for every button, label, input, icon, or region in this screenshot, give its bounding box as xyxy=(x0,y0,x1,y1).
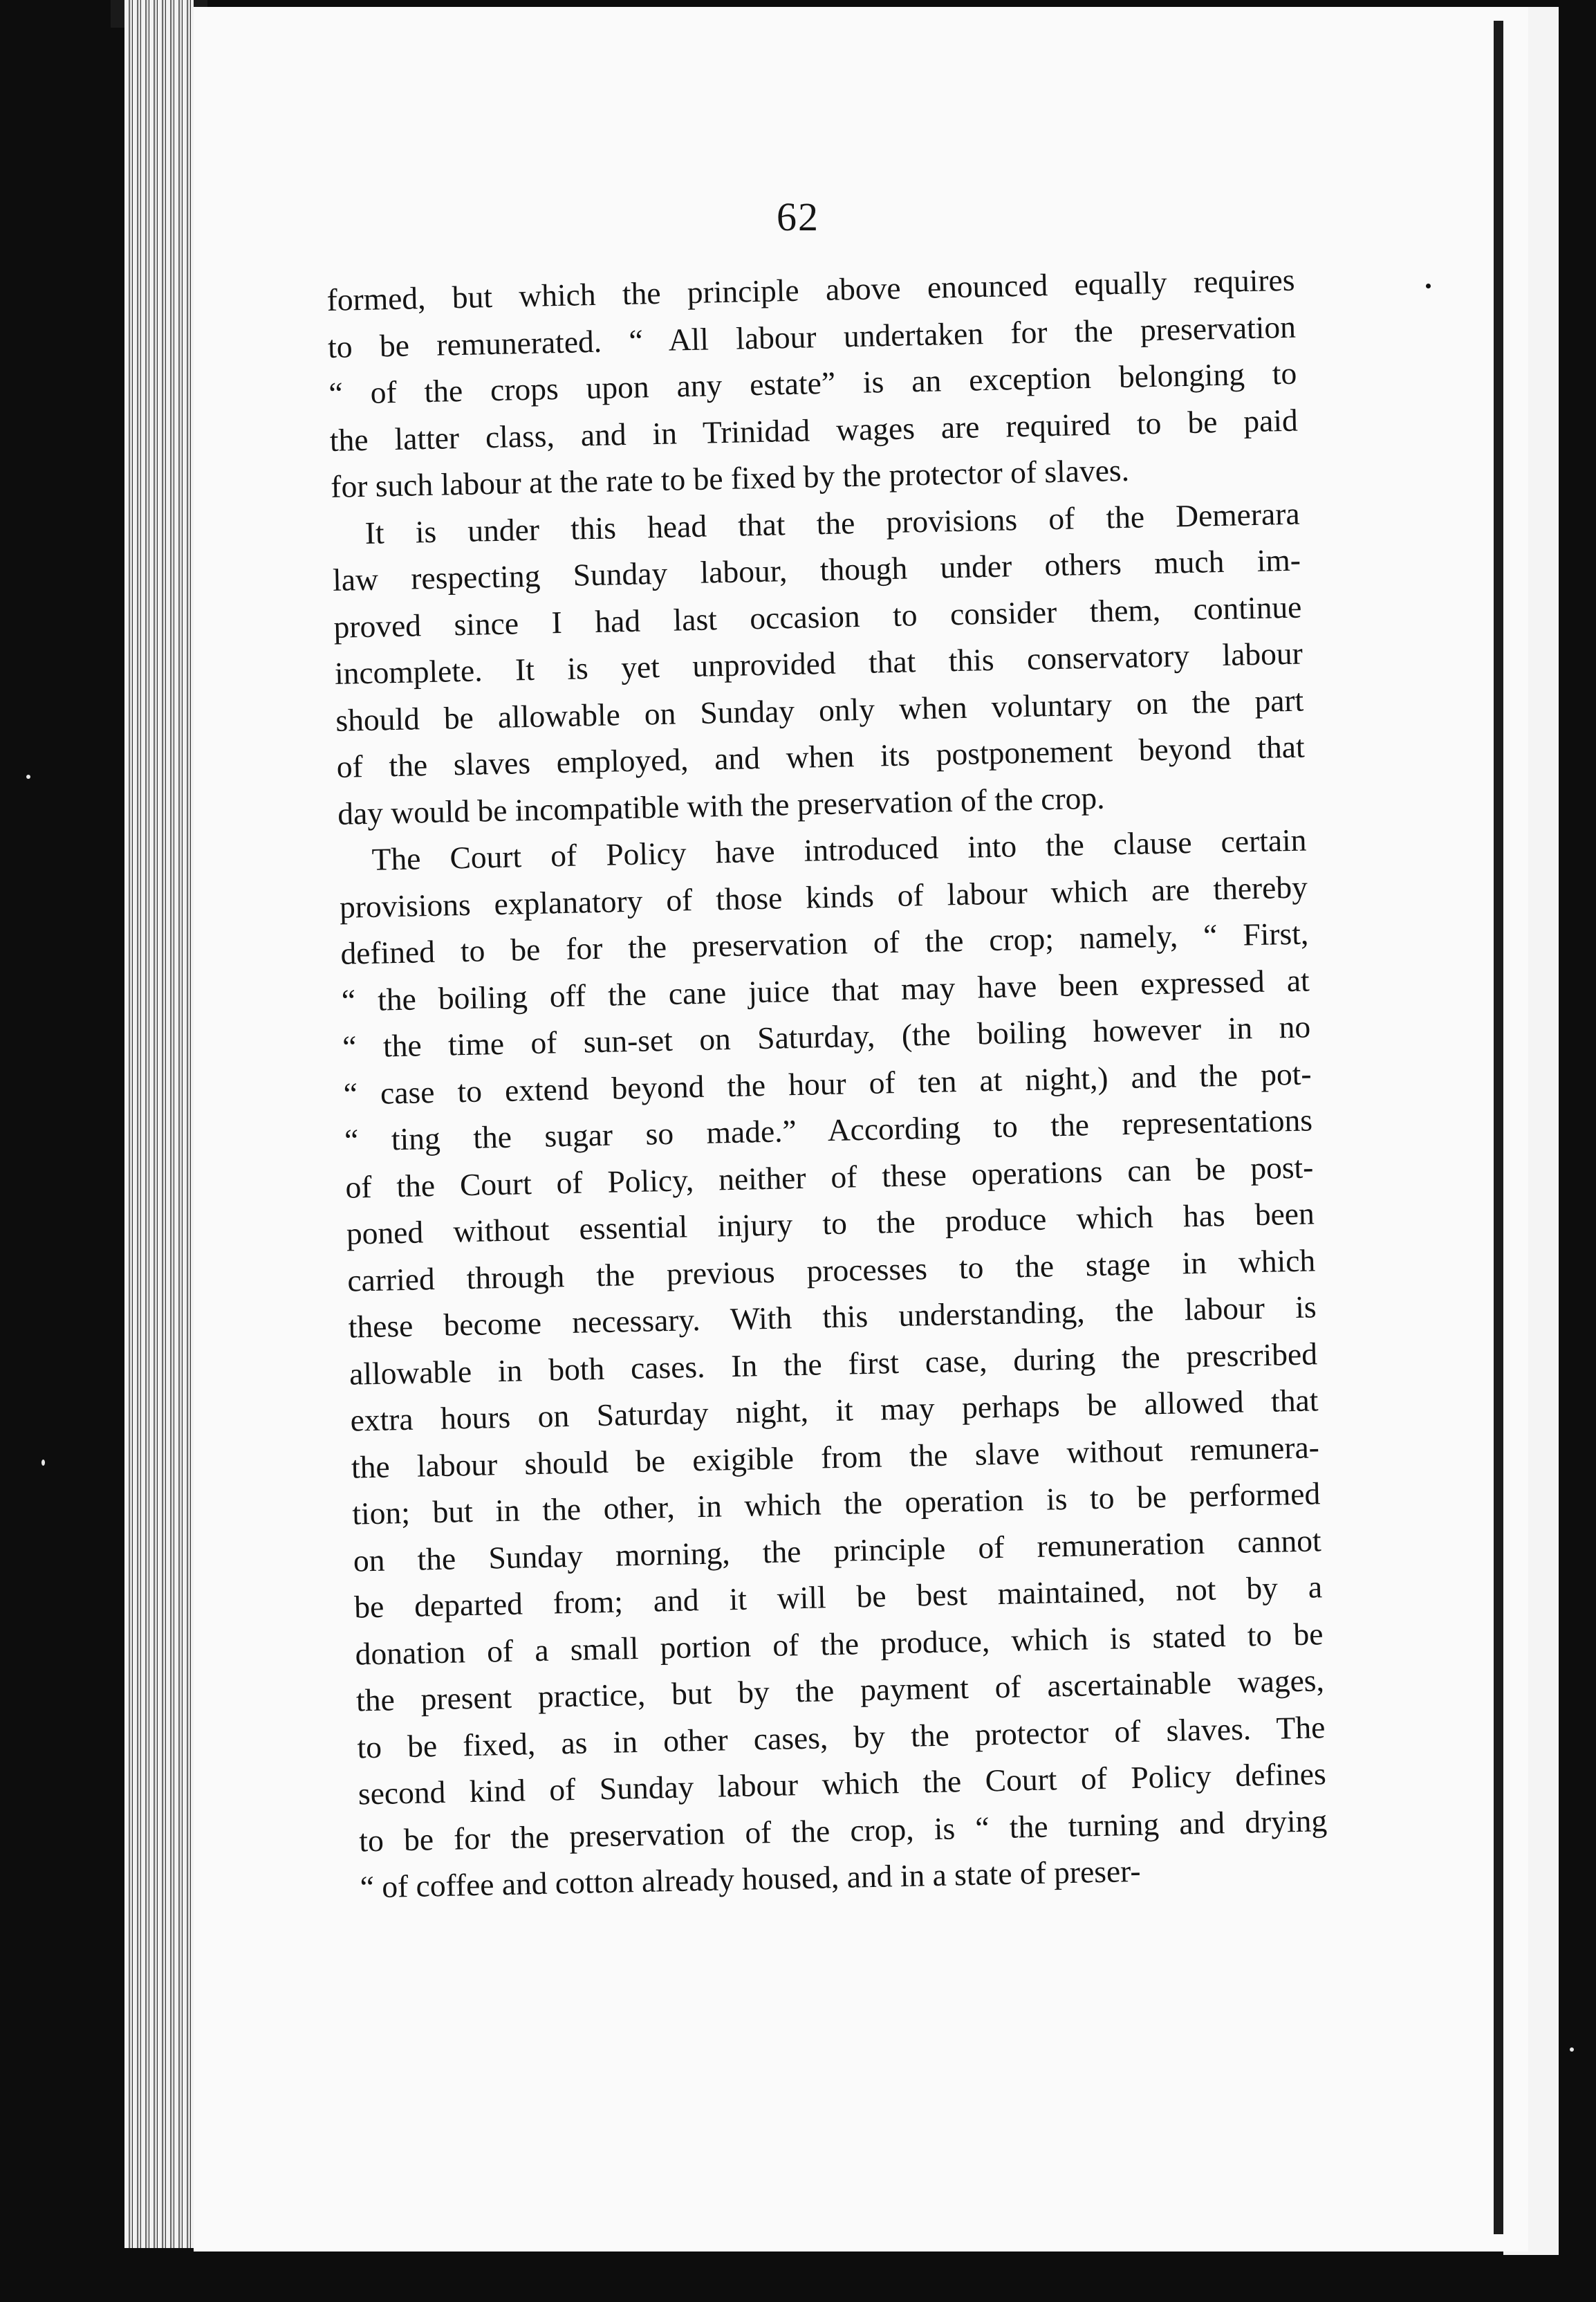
page-edges xyxy=(124,0,194,2248)
scan-speck xyxy=(1426,284,1431,288)
text-line: “ of coffee and cotton already housed, and in a state of preser- xyxy=(360,1852,1142,1905)
text-line: “ ting the sugar so made.” According to the representations xyxy=(344,1102,1313,1158)
text-line: “ the boiling off the cane juice that may have been expressed at xyxy=(341,961,1310,1018)
text-line: to be remunerated. “ All labour undertaken for the preservation xyxy=(327,309,1297,365)
page-number: 62 xyxy=(777,194,819,239)
text-line: should be allowable on Sunday only when voluntary on the part xyxy=(335,682,1304,738)
text-line: allowable in both cases. In the first case, during the prescribed xyxy=(349,1335,1318,1392)
text-line: second kind of Sunday labour which the Court of Policy defines xyxy=(358,1756,1327,1812)
text-line: for such labour at the rate to be fixed by the protector of slaves. xyxy=(330,452,1130,504)
text-line: “ the time of sun-set on Saturday, (the boiling however in no xyxy=(342,1009,1311,1065)
text-line: poned without essential injury to the produce which has been xyxy=(346,1195,1315,1251)
text-line: provisions explanatory of those kinds of labour which are thereby xyxy=(339,868,1308,925)
text-line: formed, but which the principle above enounced equally requires xyxy=(326,261,1295,317)
text-line: proved since I had last occasion to consider them, continue xyxy=(333,589,1302,645)
text-line: law respecting Sunday labour, though under others much im- xyxy=(332,542,1301,598)
text-line: be departed from; and it will be best maintained, not by a xyxy=(353,1569,1323,1625)
text-line: the latter class, and in Trinidad wages are required to be paid xyxy=(329,402,1299,458)
text-line: the labour should be exigible from the slave without remunera- xyxy=(351,1428,1320,1485)
text-line: carried through the previous processes to the stage in which xyxy=(346,1242,1316,1298)
text-line: to be fixed, as in other cases, by the protector of slaves. The xyxy=(356,1709,1326,1765)
text-line: “ case to extend beyond the hour of ten at night,) and the pot- xyxy=(343,1055,1312,1112)
scan-speck xyxy=(41,1460,45,1466)
body-text xyxy=(326,257,1328,1910)
text-line: day would be incompatible with the preservation of the crop. xyxy=(337,780,1105,831)
text-line: extra hours on Saturday night, it may perhaps be allowed that xyxy=(350,1382,1319,1438)
scan-speck xyxy=(26,775,30,779)
text-line: defined to be for the preservation of the crop; namely, “ First, xyxy=(340,915,1309,971)
text-line: of the slaves employed, and when its postponement beyond that xyxy=(336,728,1306,784)
text-line: incomplete. It is yet unprovided that this conservatory labour xyxy=(334,635,1303,691)
text-line: The Court of Policy have introduced into the clause certain xyxy=(371,822,1307,877)
text-line: “ of the crops upon any estate” is an exception belonging to xyxy=(328,355,1297,411)
text-line: tion; but in the other, in which the operation is to be performed xyxy=(351,1475,1321,1531)
text-line: It is under this head that the provisions of the Demerara xyxy=(364,495,1300,551)
text-line: of the Court of Policy, neither of these operations can be post- xyxy=(345,1148,1314,1205)
text-line: the present practice, but by the payment of ascertainable wages, xyxy=(355,1662,1325,1718)
text-line: to be for the preservation of the crop, is “ the turning and drying xyxy=(358,1802,1328,1858)
text-line: on the Sunday morning, the principle of remuneration cannot xyxy=(353,1522,1322,1578)
text-line: donation of a small portion of the produce, which is stated to be xyxy=(355,1615,1324,1672)
scan-speck xyxy=(1570,2047,1574,2052)
text-line: these become necessary. With this understanding, the labour is xyxy=(348,1289,1317,1345)
page-gutter-shadow xyxy=(1494,21,1503,2234)
